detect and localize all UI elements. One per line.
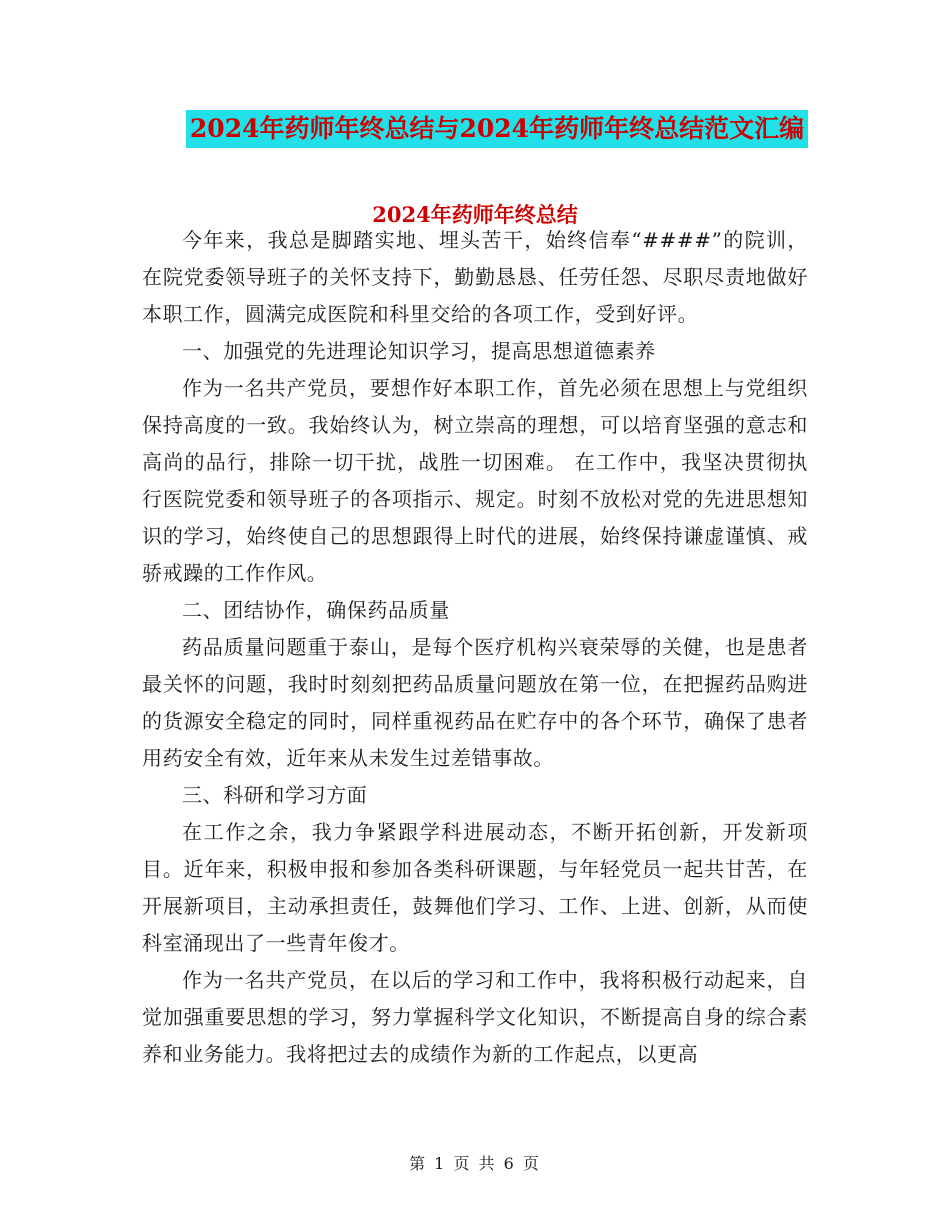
paragraph: 作为一名共产党员，在以后的学习和工作中，我将积极行动起来，自觉加强重要思想的学习，努力掌握科学文化知识，不断提高自身的综合素养和业务能力。我将把过去的成绩作为新的工作起点，以更高 <box>142 968 808 1066</box>
section-heading: 一、加强党的先进理论知识学习，提高思想道德素养 <box>182 339 656 363</box>
section-heading: 二、团结协作，确保药品质量 <box>182 598 450 622</box>
document-body <box>142 222 808 1073</box>
section-heading: 三、科研和学习方面 <box>182 783 368 807</box>
page-footer: 第 1 页 共 6 页 <box>409 1154 541 1173</box>
section-title: 2024年药师年终总结 <box>372 202 578 227</box>
paragraph: 在工作之余，我力争紧跟学科进展动态，不断开拓创新，开发新项目。近年来，积极申报和参加各类科研课题，与年轻党员一起共甘苦，在开展新项目，主动承担责任，鼓舞他们学习、工作、上进、创新，从而使科室涌现出了一些青年俊才。 <box>142 820 808 955</box>
paragraph: 作为一名共产党员，要想作好本职工作，首先必须在思想上与党组织保持高度的一致。我始终认为，树立崇高的理想，可以培育坚强的意志和高尚的品行，排除一切干扰，战胜一切困难。 在工作中，我坚决贯彻执行医院党委和领导班子的各项指示、规定。时刻不放松对党的先进思想知识的学习，始终使自己的思想跟得上时代的进展，始终保持谦虚谨慎、戒骄戒躁的工作作风。 <box>142 376 808 585</box>
paragraph: 今年来，我总是脚踏实地、埋头苦干，始终信奉“####”的院训，在院党委领导班子的关怀支持下，勤勤恳恳、任劳任怨、尽职尽责地做好本职工作，圆满完成医院和科里交给的各项工作，受到好评。 <box>142 228 808 326</box>
document-title: 2024年药师年终总结与2024年药师年终总结范文汇编 <box>186 110 808 148</box>
paragraph: 药品质量问题重于泰山，是每个医疗机构兴衰荣辱的关健，也是患者最关怀的问题，我时时刻刻把药品质量问题放在第一位，在把握药品购进的货源安全稳定的同时，同样重视药品在贮存中的各个环节，确保了患者用药安全有效，近年来从未发生过差错事故。 <box>142 635 808 770</box>
